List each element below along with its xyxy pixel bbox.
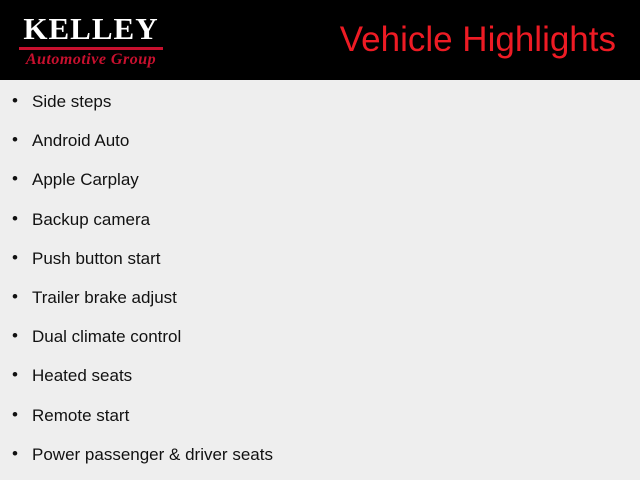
list-item: • Apple Carplay [10,170,640,190]
logo-divider [19,47,163,50]
features-list [0,92,640,465]
list-item: • Dual climate control [10,327,640,347]
list-item: • Heated seats [10,366,640,386]
list-item: • Trailer brake adjust [10,288,640,308]
logo-secondary-text: Automotive Group [25,51,157,68]
page-header [0,0,640,80]
highlights-body [0,80,640,465]
list-item: • Side steps [10,92,640,112]
list-item: • Android Auto [10,131,640,151]
list-item: • Power passenger & driver seats [10,445,640,465]
logo-primary-text: KELLEY [23,11,159,46]
list-item: • Backup camera [10,210,640,230]
list-item: • Push button start [10,249,640,269]
list-item: • Remote start [10,406,640,426]
dealer-logo [16,8,166,74]
page-title: Vehicle Highlights [339,20,616,59]
